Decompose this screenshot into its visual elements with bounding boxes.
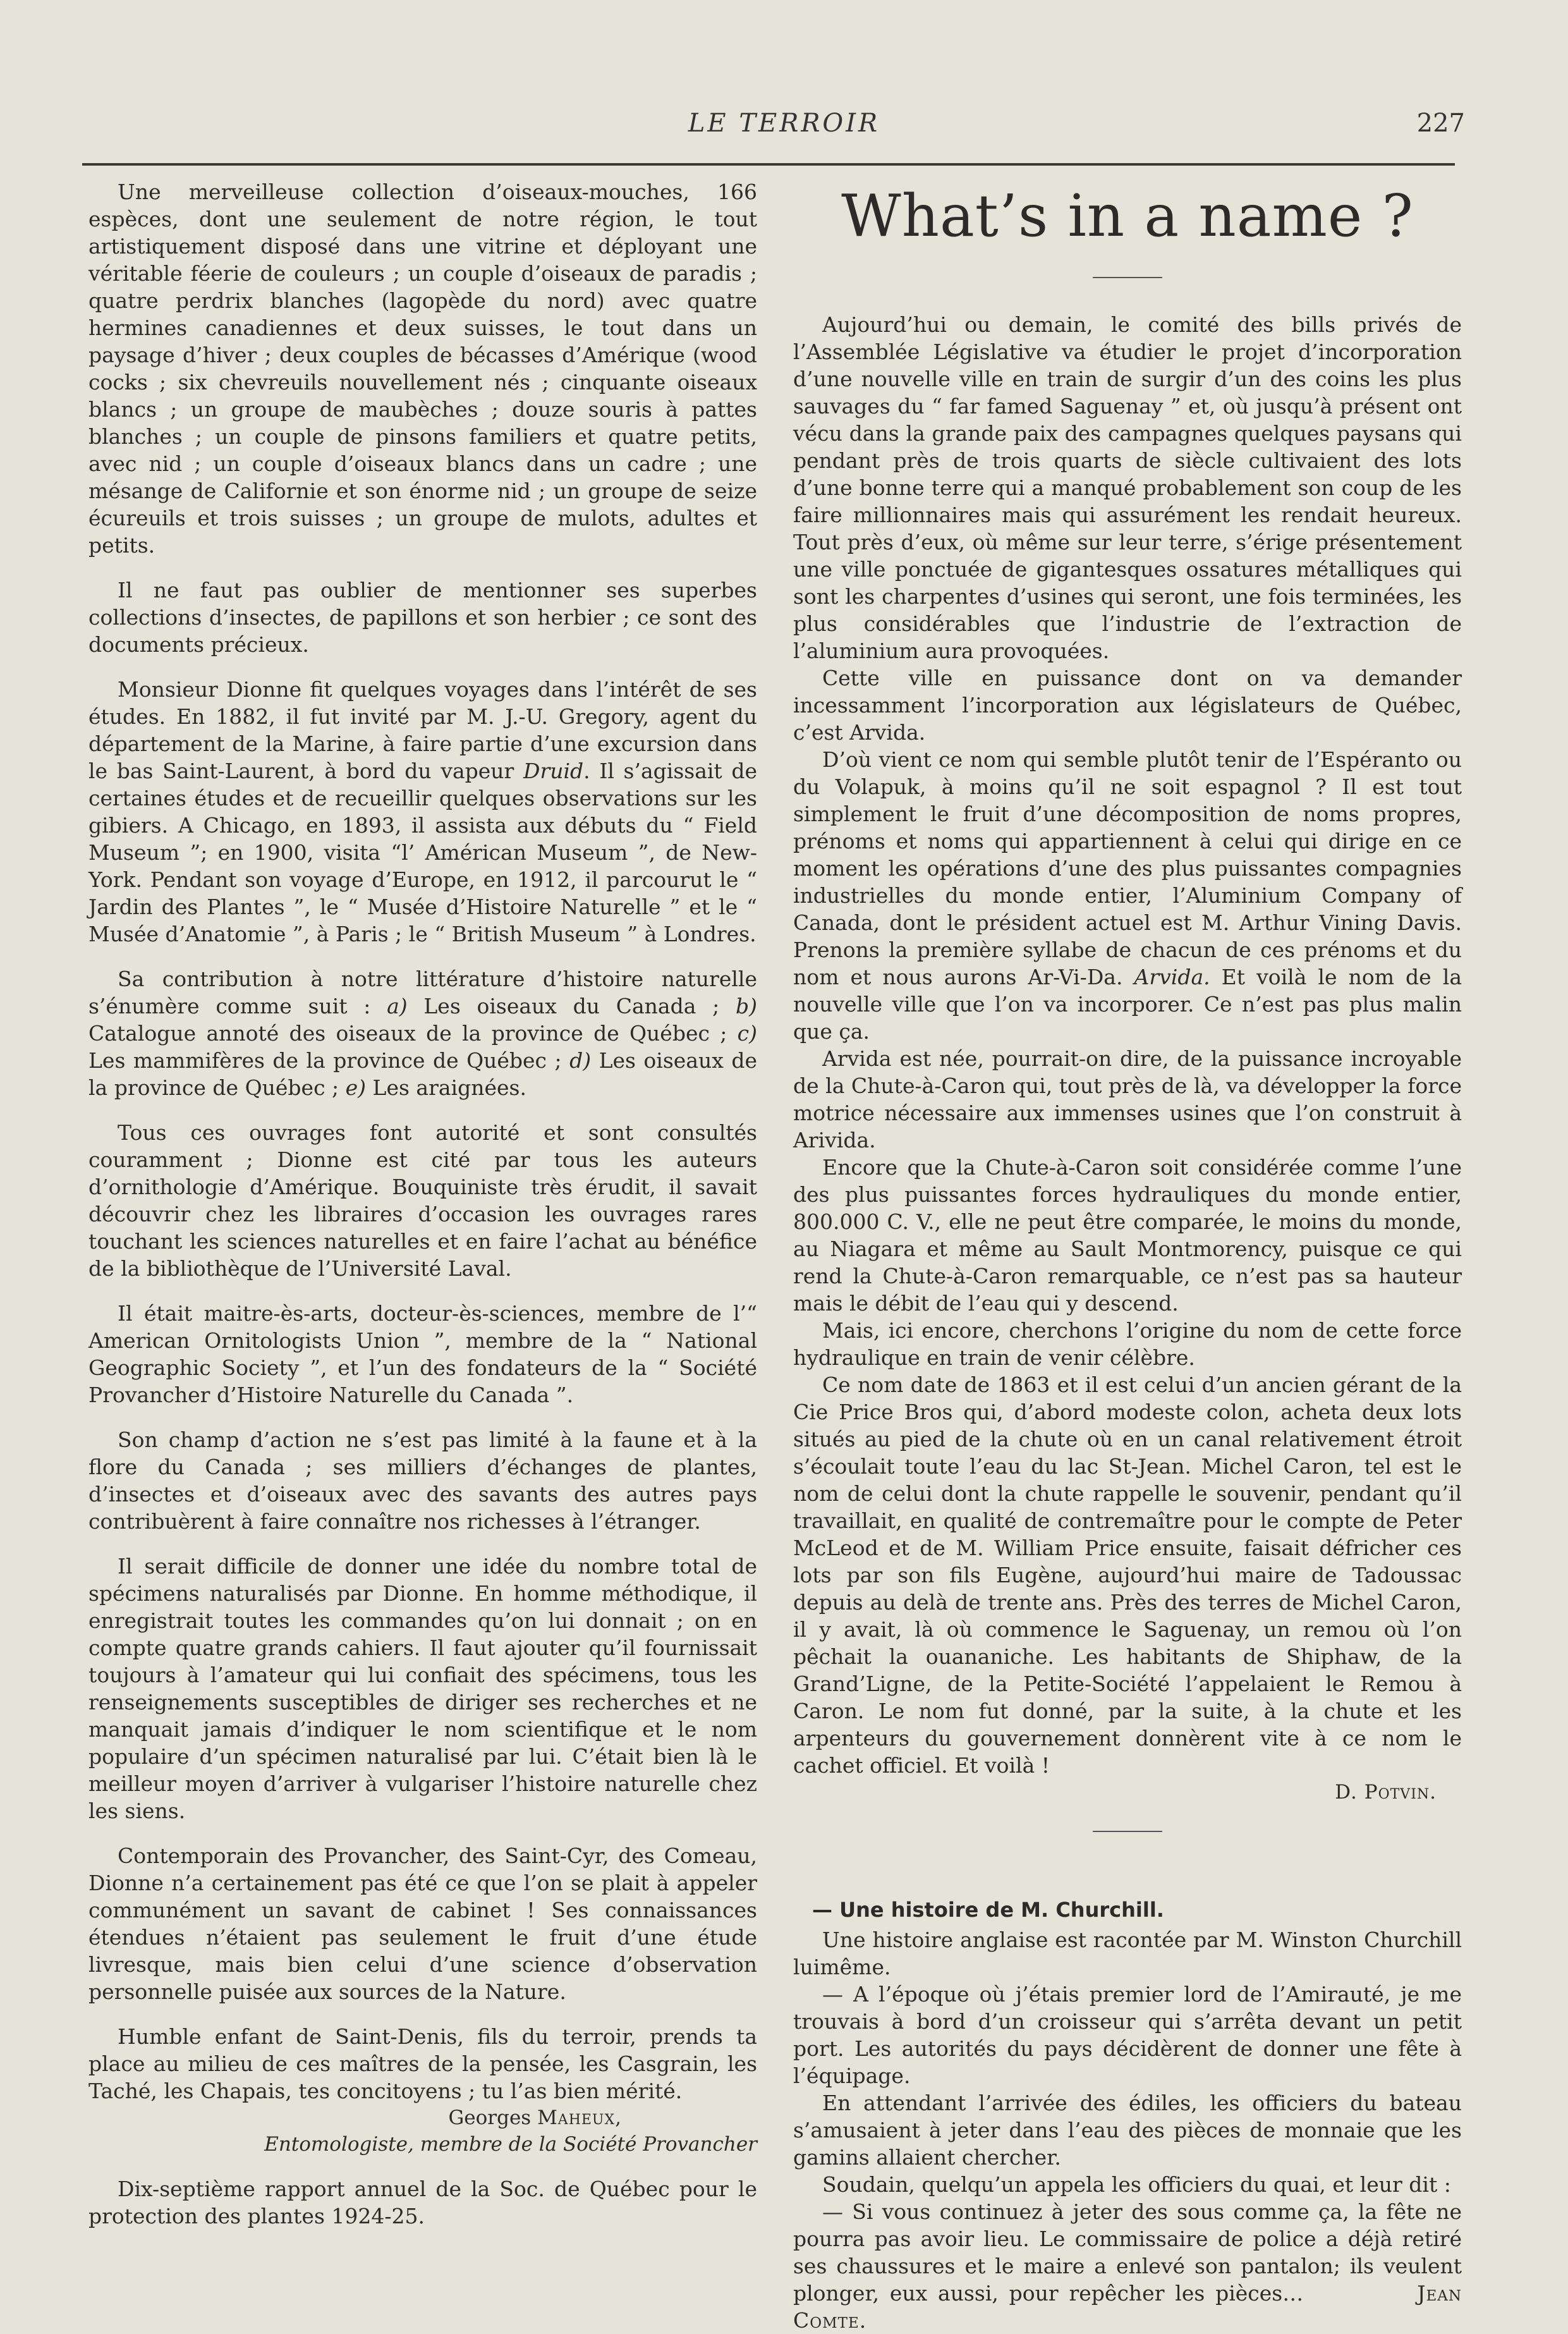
ship-name: Druid [523,759,584,783]
signature-first-name: Georges [448,2106,538,2129]
paragraph-churchill-intro: Une histoire anglaise est racontée par M. Winston Churchill luimême. [793,1928,1462,1979]
paragraph-voyages [88,676,757,948]
article-title: What’s in a name ? [841,182,1414,250]
text-run: Catalogue annoté des oiseaux de la province de Québec ; [88,1021,738,1046]
list-marker: b) [736,994,757,1018]
paragraph-tribute: Humble enfant de Saint-Denis, fils du terroir, prends ta place au milieu de ces maîtres de la pensée, les Casgrain, les Taché, les Chapais, tes concitoyens ; tu l’as bien mérité. [88,2024,757,2103]
text-run: — Si vous continuez à jeter des sous comme ça, la fête ne pourra pas avoir lieu. Le commissaire de police a déjà retiré ses chaussures et le maire a enlevé son pantalon; ils veulent plonger, eux aussi, pour repêcher les pièces… [793,2199,1462,2306]
paragraph-churchill-1: — A l’époque où j’étais premier lord de l’Amirauté, je me trouvais à bord d’un croisseur qui s’arrêta devant un petit port. Les autorités du pays décidèrent de donner une fête à l’équipage. [793,1982,1462,2088]
signature-comte: Jean Comte. [793,2281,1462,2333]
list-marker: c) [737,1021,757,1046]
paragraph-arvida-intro: Aujourd’hui ou demain, le comité des bills privés de l’Assemblée Législative va étudier le projet d’incorporation d’une nouvelle ville en train de surgir d’un des coins les plus sauvages du “ far famed Saguenay ” et, où jusqu’à présent ont vécu dans la grande paix des campagnes quelques paysans qui pendant près de trois quarts de siècle cultivaient des lots d’une bonne terre qui a manqué probablement son coup de les faire millionnaires mais qui assurément les rendait heureux. Tout près d’eux, où même sur leur terre, s’érige présentement une ville ponctuée de gigantesques ossatures métalliques qui sont les charpentes d’usines qui seront, une fois terminées, les plus considérables que l’industrie de l’extraction de l’aluminium aura provoquées. [793,312,1462,663]
paragraph-specimens: Il serait difficile de donner une idée du nombre total de spécimens naturalisés par Dionne. En homme méthodique, il enregistrait toutes les commandes qu’on lui donnait ; on en compte quatre grands cahiers. Il faut ajouter qu’il fournissait toujours à l’amateur qui lui confiait des spécimens, tous les renseignements susceptibles de diriger ses recherches et ne manquait jamais d’indiquer le nom scientifique et le nom populaire d’un spécimen naturalisé par lui. C’était bien là le meilleur moyen d’arriver à vulgariser l’histoire naturelle chez les siens. [88,1554,757,1823]
signature-last-name: Maheux, [537,2106,622,2129]
text-run: Les oiseaux de la province de Québec ; [88,1048,757,1100]
paragraph-chute-power: Encore que la Chute-à-Caron soit considérée comme l’une des plus puissantes forces hydrauliques du monde entier, 800.000 C. V., elle ne peut être comparée, le moins du monde, au Niagara et même au Sault Montmorency, puisque ce qui rend la Chute-à-Caron remarquable, ce n’est pas sa hauteur mais le débit de l’eau qui y descend. [793,1155,1462,1316]
right-column [793,178,1462,2334]
paragraph-caron-history: Ce nom date de 1863 et il est celui d’un ancien gérant de la Cie Price Bros qui, d’abord modeste colon, acheta deux lots situés au pied de la chute où en un canal relativement étroit s’écoulait toute l’eau du lac St-Jean. Michel Caron, tel est le nom de celui dont la chute rappelle le souvenir, pendant qu’il travaillait, en qualité de contremaître pour le compte de Peter McLeod et de M. William Price ensuite, faisait défricher ces lots par son fils Eugène, aujourd’hui maire de Tadoussac depuis au delà de trente ans. Près des terres de Michel Caron, il y avait, là où commence le Saguenay, un remou où l’on pêchait la ouananiche. Les habitants de Shiphaw, de la Grand’Ligne, de la Petite-Société l’appelaient le Remou à Caron. Le nom fut donné, par la suite, à la chute et les arpenteurs du gouvernement donnèrent vite à ce nom le cachet officiel. Et voilà ! [793,1372,1462,1778]
paragraph-arvida-city: Cette ville en puissance dont on va demander incessamment l’incorporation aux législateurs de Québec, c’est Arvida. [793,666,1462,745]
text-run: Les oiseaux du Canada ; [407,994,736,1018]
city-name: Arvida. [1134,965,1210,989]
text-run: . Il s’agissait de certaines études et de recueillir quelques observations sur les gibiers. A Chicago, en 1893, il assista aux débuts du “ Field Museum ”; en 1900, visita “l’ Américan Museum ”, de New-York. Pendant son voyage d’Europe, en 1912, il parcourut le “ Jardin des Plantes ”, le “ Musée d’Histoire Naturelle ” et le “ Musée d’Anatomie ”, à Paris ; le “ British Museum ” à Londres. [88,759,758,946]
list-marker: d) [569,1048,592,1073]
text-run: Les araignées. [366,1075,526,1100]
paragraph-arvida-origin [793,746,1462,1045]
signature-title: Entomologiste, membre de la Société Provancher [264,2133,757,2156]
section-title: — Une histoire de M. Churchill. [812,1898,1164,1922]
list-marker: a) [387,994,408,1018]
running-title: LE TERROIR [688,109,880,138]
text-run: D’où vient ce nom qui semble plutôt tenir de l’Espéranto ou du Volapuk, à moins qu’il ne soit espagnol ? Il est tout simplement le fruit d’une décomposition de noms propres, prénoms et noms qui appartiennent à celui qui dirige en ce moment les opérations d’une des plus puissantes compagnies industrielles du monde entier, l’Aluminium Company of Canada, dont le président actuel est M. Arthur Vining Davis. Prenons la première syllabe de chacun de ces prénoms et du nom et nous aurons Ar-Vi-Da. [793,747,1462,989]
left-column [88,178,757,2230]
text-run: Monsieur Dionne fit quelques voyages dans l’intérêt de ses études. En 1882, il fut invité par M. J.-U. Gregory, agent du département de la Marine, à faire partie d’une excursion dans le bas Saint-Laurent, à bord du vapeur [88,677,757,783]
title-rule [1093,277,1162,278]
paragraph-contemporary: Contemporain des Provancher, des Saint-Cyr, des Comeau, Dionne n’a certainement pas été ce que l’on se plait à appeler communément un savant de cabinet ! Ses connaissances étendues n’étaient pas seulement le fruit d’une étude livresque, mais bien celui d’une science d’observation personnelle puisée aux sources de la Nature. [88,1843,757,2004]
paragraph-contribution [88,965,757,1101]
text-run: Et voilà le nom de la nouvelle ville que l’on va incorporer. Ce n’est pas plus malin que ça. [793,965,1462,1044]
list-marker: e) [345,1075,367,1100]
paragraph-authority: Tous ces ouvrages font autorité et sont consultés couramment ; Dionne est cité par tous les auteurs d’ornithologie d’Amérique. Bouquiniste très érudit, il savait découvrir chez les libraires d’occasion les ouvrages rares touchant les sciences naturelles et en faire l’achat au bénéfice de la bibliothèque de l’Université Laval. [88,1120,757,1281]
paragraph-insects: Il ne faut pas oublier de mentionner ses superbes collections d’insectes, de papillons et son herbier ; ce sont des documents précieux. [88,578,757,657]
paragraph-exchanges: Son champ d’action ne s’est pas limité à la faune et à la flore du Canada ; ses milliers d’échanges de plantes, d’insectes et d’oiseaux avec des savants des autres pays contribuèrent à faire connaître nos richesses à l’étranger. [88,1427,757,1534]
signature-author [88,2105,757,2131]
header-rule [82,163,1455,166]
paragraph-churchill-3: Soudain, quelqu’un appela les officiers du quai, et leur dit : [822,2172,1451,2197]
paragraph-churchill-4 [793,2198,1462,2334]
paragraph-churchill-2: En attendant l’arrivée des édiles, les officiers du bateau s’amusaient à jeter dans l’eau des pièces de monnaie que les gamins allaient chercher. [793,2091,1462,2170]
section-rule [1093,1831,1162,1832]
text-run: Les mammifères de la province de Québec ; [88,1048,570,1073]
text-run: Sa contribution à notre littérature d’histoire naturelle s’énumère comme suit : [88,967,757,1018]
signature-potvin: D. Potvin. [1335,1781,1437,1804]
paragraph-memberships: Il était maitre-ès-arts, docteur-ès-sciences, membre de l’“ American Ornitologists Union ”, membre de la “ National Geographic Society ”, et l’un des fondateurs de la “ Société Provancher d’Histoire Naturelle du Canada ”. [88,1301,757,1407]
page-number: 227 [1416,109,1465,138]
paragraph-collection: Une merveilleuse collection d’oiseaux-mouches, 166 espèces, dont une seulement de notre région, le tout artistiquement disposé dans une vitrine et déployant une véritable féerie de couleurs ; un couple d’oiseaux de paradis ; quatre perdrix blanches (lagopède du nord) avec quatre hermines canadiennes et deux suisses, le tout dans un paysage d’hiver ; deux couples de bécasses d’Amérique (wood cocks ; six chevreuils nouvellement nés ; cinquante oiseaux blancs ; un groupe de maubèches ; douze souris à pattes blanches ; un couple de pinsons familiers et quatre petits, avec nid ; un couple d’oiseaux blancs dans un cadre ; une mésange de Californie et son énorme nid ; un groupe de seize écureuils et trois suisses ; un groupe de mulots, adultes et petits. [88,180,757,558]
paragraph-arvida-born: Arvida est née, pourrait-on dire, de la puissance incroyable de la Chute-à-Caron qui, tout près de là, va développer la force motrice nécessaire aux immenses usines que l’on construit à Arivida. [793,1046,1462,1152]
paragraph-chute-name: Mais, ici encore, cherchons l’origine du nom de cette force hydraulique en train de venir célèbre. [793,1318,1462,1370]
footnote: Dix-septième rapport annuel de la Soc. de Québec pour le protection des plantes 1924-25. [88,2177,757,2228]
